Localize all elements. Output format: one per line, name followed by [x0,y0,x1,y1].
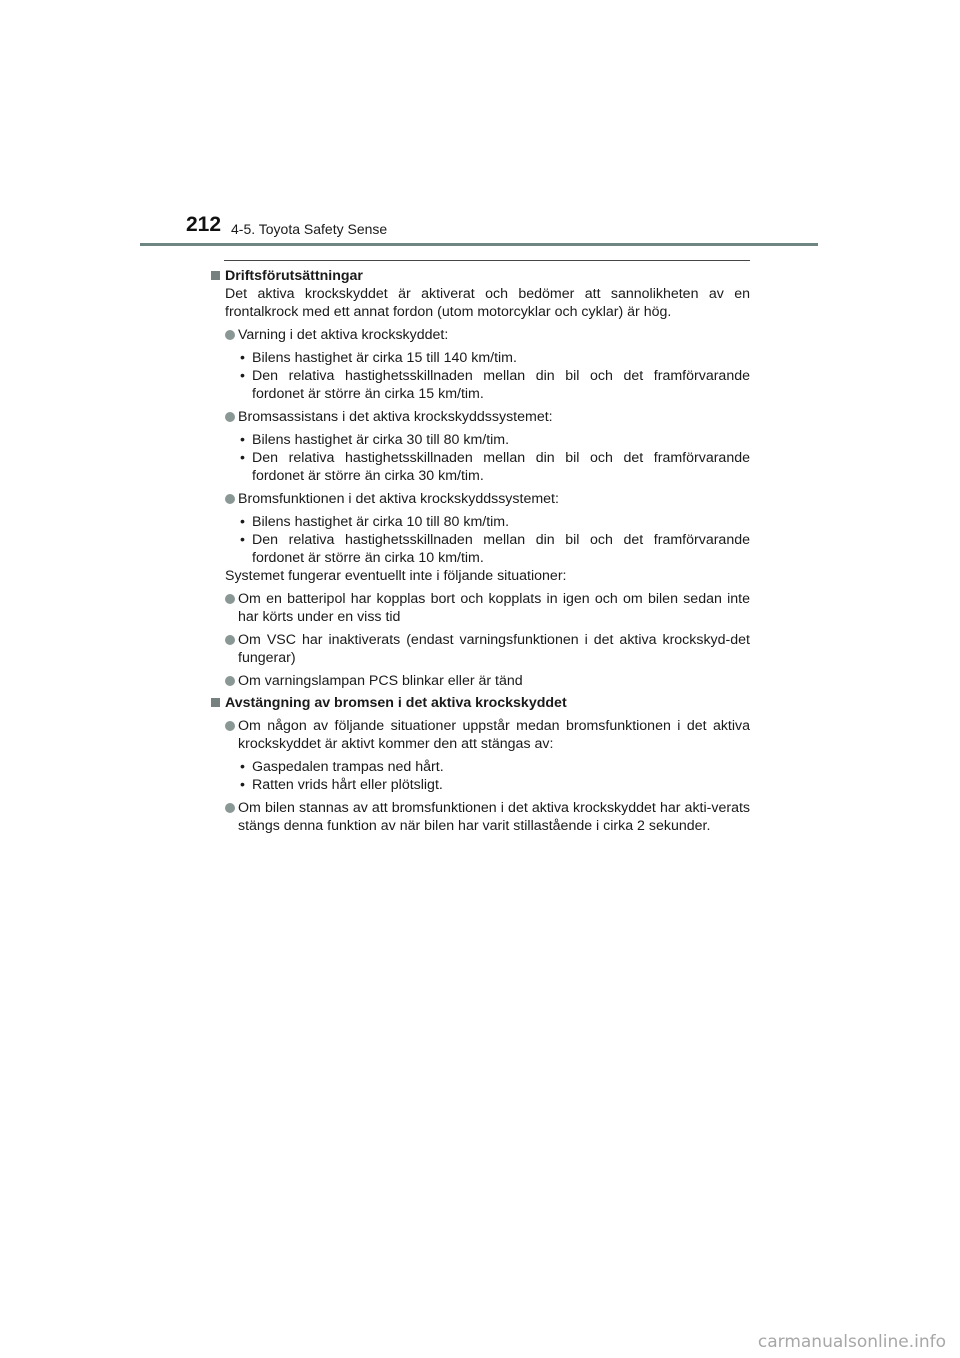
circle-bullet-icon [225,635,235,645]
sub-list-item: • Den relativa hastighetsskillnaden mellan din bil och det framförvarande fordonet är större än cirka 15 km/tim. [240,368,750,402]
note-paragraph: Systemet fungerar eventuellt inte i följande situationer: [225,568,567,584]
square-bullet-icon [211,698,220,707]
intro-paragraph: Det aktiva krockskyddet är aktiverat och bedömer att sannolikheten av en frontalkrock med ett annat fordon (utom motorcyklar och cyklar) är hög. [225,286,750,320]
circle-bullet-icon [225,494,235,504]
dot-marker-icon: • [240,450,245,466]
sub-list-item: • Bilens hastighet är cirka 10 till 80 km/tim. [240,514,510,530]
circle-bullet-icon [225,721,235,731]
page-number: 212 [186,213,222,236]
sub-list-item: • Den relativa hastighetsskillnaden mellan din bil och det framförvarande fordonet är större än cirka 10 km/tim. [240,532,750,566]
header-divider [140,243,818,246]
list-item: Bromsassistans i det aktiva krockskyddssystemet: [210,408,750,426]
circle-bullet-icon [225,803,235,813]
sub-list-item: • Den relativa hastighetsskillnaden mellan din bil och det framförvarande fordonet är större än cirka 30 km/tim. [240,450,750,484]
section-heading-operating-conditions: Driftsförutsättningar [210,267,750,285]
circle-bullet-icon [225,676,235,686]
list-item: Om bilen stannas av att bromsfunktionen i det aktiva krockskyddet har akti-verats stängs denna funktion av när bilen har varit stillastående i cirka 2 sekunder. [210,799,750,835]
list-item: Om någon av följande situationer uppstår medan bromsfunktionen i det aktiva krockskyddet är aktivt kommer den att stängas av: [210,717,750,753]
dot-marker-icon: • [240,514,245,530]
dot-marker-icon: • [240,350,245,366]
list-item: Om varningslampan PCS blinkar eller är tänd [210,672,750,690]
sub-list-item: • Bilens hastighet är cirka 30 till 80 km/tim. [240,432,510,448]
section-heading-brake-cancel: Avstängning av bromsen i det aktiva krockskyddet [210,694,750,712]
dot-marker-icon: • [240,432,245,448]
dot-marker-icon: • [240,777,245,793]
sub-list-item: • Ratten vrids hårt eller plötsligt. [240,777,443,793]
list-item: Varning i det aktiva krockskyddet: [210,326,750,344]
dot-marker-icon: • [240,368,245,384]
circle-bullet-icon [225,412,235,422]
content-divider [224,260,750,261]
square-bullet-icon [211,271,220,280]
list-item: Om VSC har inaktiverats (endast varningsfunktionen i det aktiva krockskyd-det fungerar) [210,631,750,667]
circle-bullet-icon [225,594,235,604]
sub-list-item: • Gaspedalen trampas ned hårt. [240,759,444,775]
dot-marker-icon: • [240,759,245,775]
list-item: Bromsfunktionen i det aktiva krockskyddssystemet: [210,490,750,508]
page-content [210,265,750,835]
sub-list-item: • Bilens hastighet är cirka 15 till 140 km/tim. [240,350,517,366]
dot-marker-icon: • [240,532,245,548]
section-title: 4-5. Toyota Safety Sense [231,221,388,237]
list-item: Om en batteripol har kopplas bort och kopplats in igen och om bilen sedan inte har körts under en viss tid [210,590,750,626]
circle-bullet-icon [225,330,235,340]
watermark: carmanualsonline.info [757,1332,946,1352]
